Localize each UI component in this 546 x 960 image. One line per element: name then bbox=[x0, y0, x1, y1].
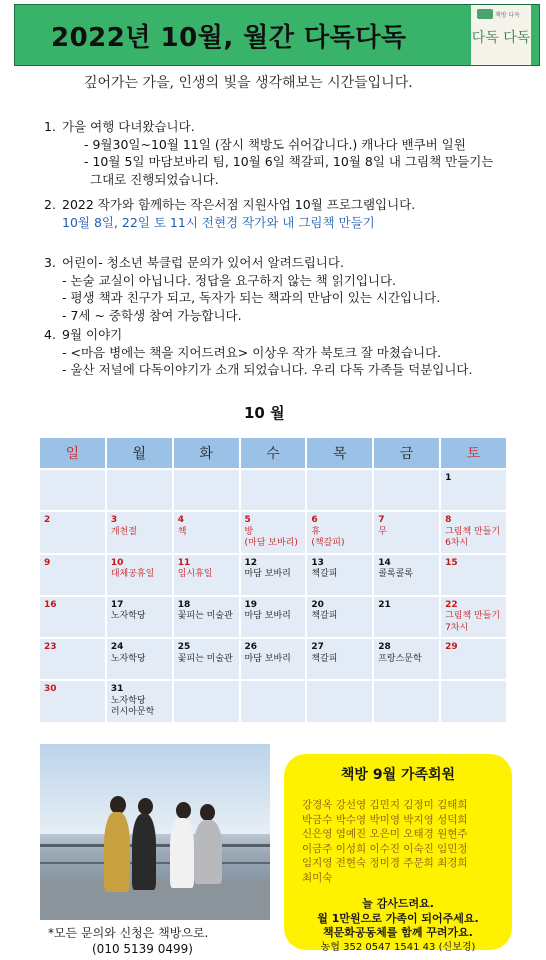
day-number: 24 bbox=[110, 642, 124, 652]
calendar-day-cell bbox=[241, 470, 306, 510]
weekday-header: 수 bbox=[241, 438, 306, 468]
group-photo bbox=[40, 744, 270, 920]
section-line: 2022 작가와 함께하는 작은서점 지원사업 10월 프로그램입니다. bbox=[62, 197, 416, 212]
day-event: 그림책 만들기 6차시 bbox=[445, 526, 501, 548]
weekday-header: 일 bbox=[40, 438, 105, 468]
calendar-day-cell bbox=[107, 681, 172, 722]
member-names bbox=[296, 798, 500, 885]
calendar-day-cell bbox=[441, 512, 506, 553]
day-event: 콜록콜록 bbox=[378, 569, 413, 579]
calendar-day-cell bbox=[441, 555, 506, 595]
day-event: 그림책 만들기 7차시 bbox=[445, 611, 501, 633]
calendar-day-cell bbox=[107, 470, 172, 510]
calendar-day-cell bbox=[174, 681, 239, 722]
day-number: 6 bbox=[311, 515, 318, 525]
section-line: 가을 여행 다녀왔습니다. bbox=[62, 119, 195, 134]
day-number: 29 bbox=[445, 642, 458, 652]
calendar-week-row bbox=[40, 597, 506, 638]
calendar-day-cell bbox=[441, 470, 506, 510]
notice-thanks bbox=[284, 897, 512, 941]
day-event: 마담 보바리 bbox=[244, 569, 291, 579]
calendar-day-cell bbox=[374, 597, 439, 638]
member-name-line: 강경옥 강선영 김민지 김정미 김태희 bbox=[302, 799, 468, 811]
thanks-line: 월 1만원으로 가족이 되어주세요. bbox=[317, 911, 479, 925]
day-number: 3 bbox=[110, 515, 118, 525]
weekday-header: 금 bbox=[374, 438, 439, 468]
day-event: 방 (마담 보바리) bbox=[244, 526, 298, 548]
section-line: 9월 이야기 bbox=[62, 327, 123, 342]
member-name-line: 박금수 박수영 박미영 박지영 성덕희 bbox=[302, 813, 468, 826]
day-number: 5 bbox=[244, 515, 251, 525]
calendar-day-cell bbox=[40, 470, 105, 510]
day-event: 책갈피 bbox=[311, 653, 338, 664]
day-number: 13 bbox=[311, 557, 324, 568]
day-number: 12 bbox=[244, 557, 258, 568]
day-event: 프랑스문학 bbox=[378, 653, 422, 664]
family-member-notice bbox=[284, 754, 512, 953]
calendar-day-cell bbox=[374, 470, 439, 510]
calendar-month-title: 10 월 bbox=[244, 404, 285, 422]
weekday-header: 화 bbox=[174, 438, 239, 468]
calendar-day-cell bbox=[307, 555, 372, 595]
day-number: 8 bbox=[445, 515, 452, 525]
calendar-day-cell bbox=[241, 681, 306, 722]
calendar-day-cell bbox=[174, 639, 239, 679]
day-number: 23 bbox=[44, 642, 57, 652]
calendar-day-cell bbox=[40, 512, 105, 553]
day-number: 15 bbox=[445, 557, 458, 568]
section-line: - 논술 교실이 아닙니다. 정답을 요구하지 않는 책 읽기입니다. bbox=[62, 272, 397, 288]
day-number: 7 bbox=[378, 515, 385, 525]
section-number: 1. bbox=[44, 119, 56, 134]
person-head bbox=[138, 798, 153, 815]
calendar-body bbox=[40, 470, 506, 722]
day-number: 26 bbox=[244, 642, 258, 652]
october-calendar bbox=[38, 436, 508, 724]
calendar-day-cell bbox=[40, 681, 105, 722]
calendar-day-cell bbox=[174, 597, 239, 638]
day-number: 11 bbox=[177, 557, 191, 568]
news-section bbox=[44, 196, 415, 231]
day-event: 책갈피 bbox=[311, 569, 338, 579]
day-event: 노자학당 bbox=[110, 653, 146, 664]
calendar-week-row bbox=[40, 639, 506, 679]
day-event: 대체공휴일 bbox=[110, 569, 155, 579]
day-number: 25 bbox=[177, 642, 191, 652]
thanks-line: 늘 감사드려요. bbox=[362, 897, 434, 910]
person-figure bbox=[104, 812, 130, 892]
section-line: - 7세 ~ 중학생 참여 가능합니다. bbox=[62, 307, 242, 323]
section-line: 그대로 진행되었습니다. bbox=[90, 171, 219, 187]
person-head bbox=[176, 802, 191, 819]
logo-wordmark: 다독 다독 bbox=[471, 30, 531, 46]
section-number: 2. bbox=[44, 197, 56, 212]
day-event: 책 bbox=[177, 526, 187, 537]
section-line: - 평생 책과 친구가 되고, 독자가 되는 책과의 만남이 있는 시간입니다. bbox=[62, 290, 441, 305]
calendar-day-cell bbox=[374, 681, 439, 722]
header-banner bbox=[14, 4, 540, 66]
calendar-week-row bbox=[40, 555, 506, 595]
weekday-header: 목 bbox=[307, 438, 372, 468]
calendar-day-cell bbox=[174, 470, 239, 510]
section-line: - 10월 5일 마담보바리 팀, 10월 6일 책갈피, 10월 8일 내 그림책 만들기는 bbox=[84, 154, 494, 169]
bank-account: 농협 352 0547 1541 43 (신보경) bbox=[320, 941, 476, 953]
section-line: - 울산 저널에 다독이야기가 소개 되었습니다. 우리 다독 가족들 덕분입니다. bbox=[62, 362, 473, 377]
calendar-day-cell bbox=[307, 512, 372, 553]
person-figure bbox=[170, 818, 194, 888]
news-section bbox=[44, 118, 493, 188]
calendar-day-cell bbox=[374, 555, 439, 595]
calendar-week-row bbox=[40, 512, 506, 553]
contact-caption: *모든 문의와 신청은 책방으로. bbox=[48, 926, 209, 940]
logo-small-text: 책방 다독 bbox=[495, 12, 521, 19]
calendar-weekday-row bbox=[40, 438, 506, 468]
calendar-week-row bbox=[40, 470, 506, 510]
news-section bbox=[44, 254, 440, 324]
day-event: 노자학당 bbox=[110, 611, 146, 621]
day-number: 21 bbox=[378, 599, 391, 610]
member-name-line: 최미숙 bbox=[302, 871, 333, 884]
calendar-day-cell bbox=[174, 512, 239, 553]
bookstore-logo bbox=[471, 5, 531, 65]
day-event: 임시휴일 bbox=[177, 569, 213, 579]
day-event: 꽃피는 미술관 bbox=[177, 653, 233, 664]
day-event: 마담 보바리 bbox=[244, 611, 291, 621]
calendar-day-cell bbox=[307, 470, 372, 510]
calendar-day-cell bbox=[40, 639, 105, 679]
day-number: 20 bbox=[311, 599, 324, 610]
section-line: 어린이- 청소년 북클럽 문의가 있어서 알려드립니다. bbox=[62, 255, 344, 270]
calendar-day-cell bbox=[241, 512, 306, 553]
day-number: 2 bbox=[44, 515, 51, 525]
day-event: 무 bbox=[378, 526, 387, 537]
calendar-day-cell bbox=[241, 555, 306, 595]
weekday-header: 토 bbox=[441, 438, 506, 468]
calendar-week-row bbox=[40, 681, 506, 722]
section-line: - <마음 병에는 책을 지어드려요> 이상우 작가 북토크 잘 마쳤습니다. bbox=[62, 344, 442, 360]
calendar-day-cell bbox=[107, 597, 172, 638]
calendar-day-cell bbox=[241, 597, 306, 638]
notice-title: 책방 9월 가족회원 bbox=[340, 767, 456, 783]
page-title: 2022년 10월, 월간 다독다독 bbox=[51, 23, 407, 53]
section-line: 10월 8일, 22일 토 11시 전현경 작가와 내 그림책 만들기 bbox=[62, 214, 375, 230]
news-section bbox=[44, 326, 472, 379]
day-number: 14 bbox=[378, 557, 391, 568]
logo-mark-icon bbox=[477, 9, 493, 19]
day-number: 31 bbox=[110, 684, 124, 694]
section-number: 4. bbox=[44, 327, 56, 342]
day-number: 18 bbox=[177, 599, 191, 610]
day-event: 개천절 bbox=[110, 526, 137, 537]
day-number: 16 bbox=[44, 599, 57, 610]
member-name-line: 이금주 이성희 이수진 이숙진 임민정 bbox=[302, 842, 468, 855]
calendar-day-cell bbox=[441, 597, 506, 638]
calendar-day-cell bbox=[441, 681, 506, 722]
person-figure bbox=[132, 814, 156, 890]
day-event: 책갈피 bbox=[311, 611, 338, 621]
calendar-day-cell bbox=[40, 597, 105, 638]
day-event: 마담 보바리 bbox=[244, 653, 291, 664]
calendar-day-cell bbox=[441, 639, 506, 679]
calendar-day-cell bbox=[307, 681, 372, 722]
calendar-day-cell bbox=[374, 512, 439, 553]
day-number: 17 bbox=[110, 599, 124, 610]
day-event: 노자학당 러시아문학 bbox=[110, 695, 155, 717]
calendar-day-cell bbox=[307, 639, 372, 679]
calendar-day-cell bbox=[307, 597, 372, 638]
day-number: 10 bbox=[110, 557, 124, 568]
day-number: 27 bbox=[311, 642, 324, 652]
member-name-line: 신은영 염예진 오은미 오태경 원현주 bbox=[302, 828, 468, 840]
thanks-line: 책문화공동체를 함께 꾸려가요. bbox=[323, 926, 473, 939]
member-name-line: 임지영 전현숙 정미경 주문희 최경희 bbox=[302, 857, 468, 869]
person-head bbox=[200, 804, 215, 821]
calendar-day-cell bbox=[241, 639, 306, 679]
calendar-day-cell bbox=[40, 555, 105, 595]
photo-sky bbox=[40, 744, 270, 834]
section-line: - 9월30일~10월 11일 (잠시 책방도 쉬어갑니다.) 캐나다 밴쿠버 일원 bbox=[84, 136, 466, 152]
weekday-header: 월 bbox=[107, 438, 172, 468]
day-number: 30 bbox=[44, 684, 57, 694]
day-number: 22 bbox=[445, 599, 458, 610]
day-number: 19 bbox=[244, 599, 258, 610]
calendar-day-cell bbox=[107, 639, 172, 679]
person-figure bbox=[194, 820, 222, 884]
calendar-day-cell bbox=[174, 555, 239, 595]
page-subtitle: 깊어가는 가을, 인생의 빛을 생각해보는 시간들입니다. bbox=[84, 75, 413, 91]
day-number: 1 bbox=[445, 473, 452, 483]
calendar-day-cell bbox=[374, 639, 439, 679]
contact-phone: (010 5139 0499) bbox=[92, 942, 193, 956]
day-number: 28 bbox=[378, 642, 391, 652]
day-number: 9 bbox=[44, 557, 51, 568]
day-number: 4 bbox=[177, 515, 184, 525]
calendar-day-cell bbox=[107, 512, 172, 553]
calendar-day-cell bbox=[107, 555, 172, 595]
day-event: 휴 (책갈피) bbox=[311, 526, 345, 548]
day-event: 꽃피는 미술관 bbox=[177, 611, 233, 621]
section-number: 3. bbox=[44, 255, 56, 270]
